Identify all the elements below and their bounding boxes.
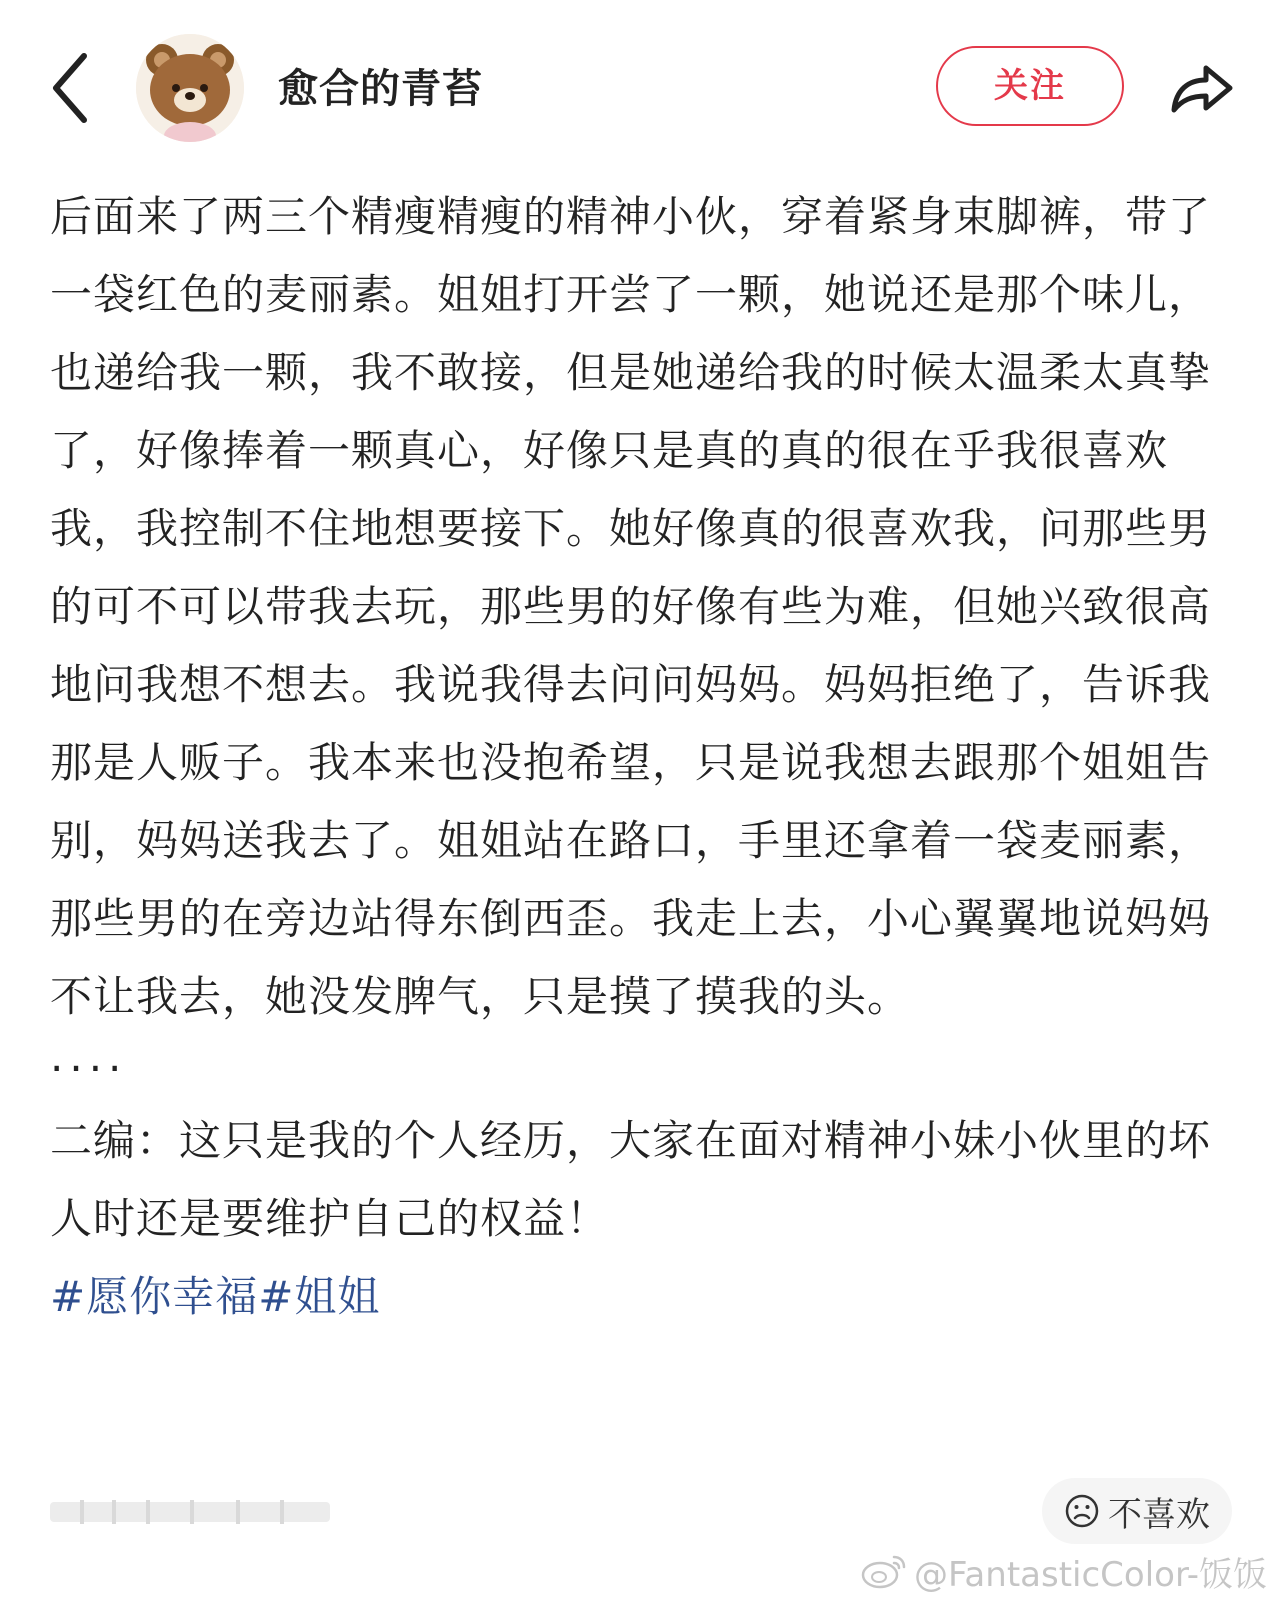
bear-avatar-icon <box>136 34 244 142</box>
back-button[interactable] <box>44 48 100 128</box>
weibo-logo-icon <box>860 1551 908 1591</box>
blurred-text-decoration <box>50 1498 350 1526</box>
watermark <box>860 1546 1267 1596</box>
dislike-label: 不喜欢 <box>1108 1494 1210 1535</box>
post-body: 后面来了两三个精瘦精瘦的精神小伙，穿着紧身束脚裤，带了一袋红色的麦丽素。姐姐打开尝了一颗，她说还是那个味儿，也递给我一颗，我不敢接，但是她递给我的时候太温柔太真挚了，好像捧着一颗真心，好像只是真的真的很在乎我很喜欢我，我控制不住地想要接下。她好像真的很喜欢我，问那些男的可不可以带我去玩，那些男的好像有些为难，但她兴致很高地问我想不想去。我说我得去问问妈妈。妈妈拒绝了，告诉我那是人贩子。我本来也没抱希望，只是说我想去跟那个姐姐告别，妈妈送我去了。姐姐站在路口，手里还拿着一袋麦丽素，那些男的在旁边站得东倒西歪。我走上去，小心翼翼地说妈妈不让我去，她没发脾气，只是摸了摸我的头。 <box>50 192 1212 1021</box>
watermark-text: @FantasticColor-饭饭 <box>914 1554 1268 1595</box>
top-bar <box>0 0 1284 170</box>
share-arrow-icon <box>1166 52 1238 124</box>
hashtag-link[interactable]: #愿你幸福 <box>50 1272 259 1321</box>
dislike-button[interactable] <box>1042 1478 1232 1544</box>
tag-list <box>50 1258 1230 1336</box>
post-content <box>50 178 1230 1336</box>
hashtag-link[interactable]: #姐姐 <box>258 1272 381 1321</box>
ellipsis: ···· <box>50 1044 128 1093</box>
avatar[interactable] <box>136 34 244 142</box>
chevron-left-icon <box>44 48 100 128</box>
follow-button[interactable]: 关注 <box>936 46 1124 126</box>
share-button[interactable] <box>1166 52 1238 124</box>
edit-note: 二编：这只是我的个人经历，大家在面对精神小妹小伙里的坏人时还是要维护自己的权益！ <box>50 1116 1212 1243</box>
frown-face-icon <box>1064 1493 1100 1529</box>
blurred-footer-text <box>50 1498 350 1526</box>
username[interactable]: 愈合的青苔 <box>278 66 483 112</box>
